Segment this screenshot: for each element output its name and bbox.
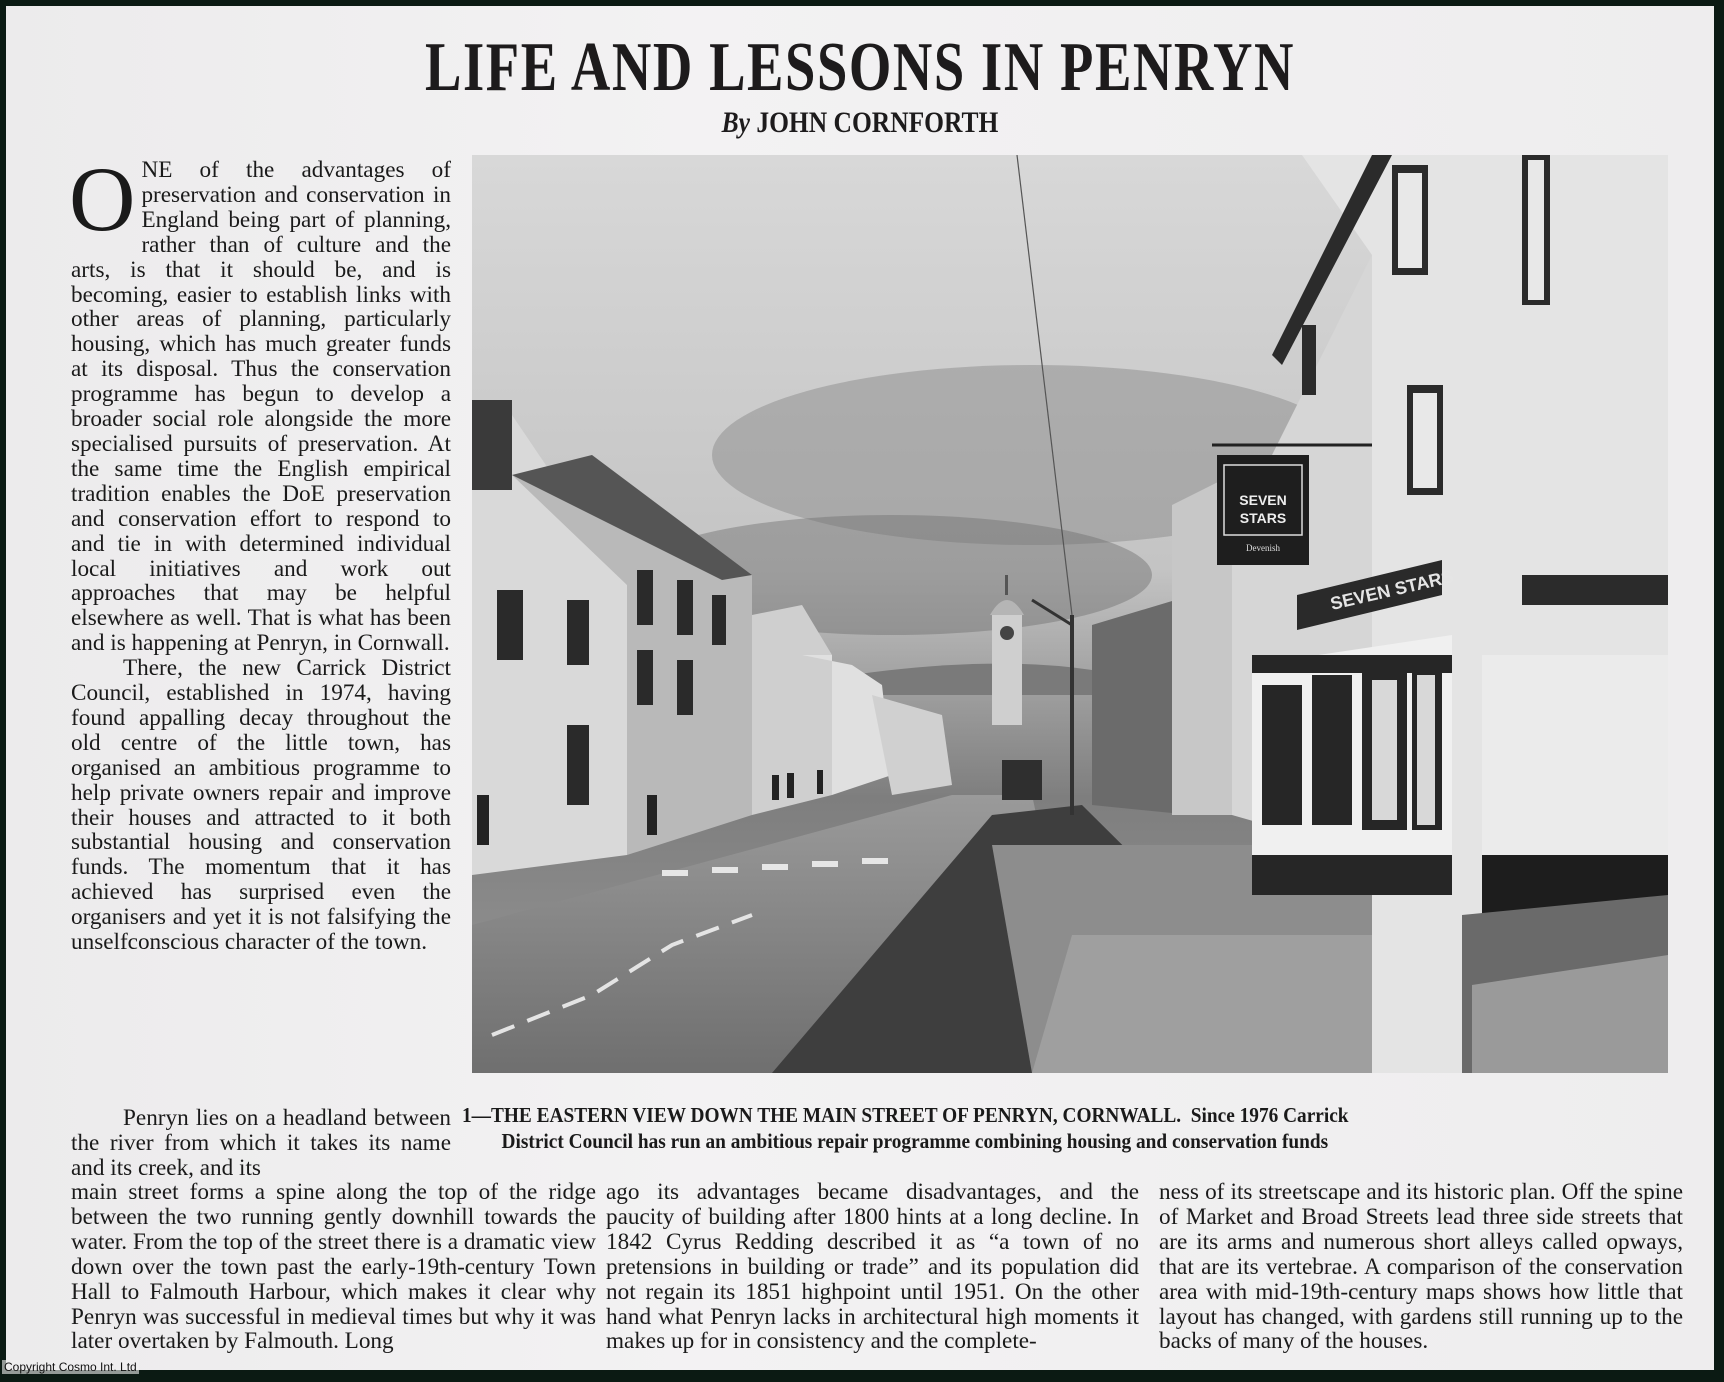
byline — [134, 106, 1586, 140]
paragraph-3-start: Penryn lies on a headland between the river from which it takes its name and its creek, and its — [71, 1105, 451, 1181]
bottom-column-1: main street forms a spine along the top of the ridge between the two running gently downhill towards the water. From the top of the street there is a dramatic view down over the town past the early-19th-century Town Hall to Falmouth Harbour, which makes it clear why Penryn was successful in medieval times but why it was later overtaken by Falmouth. Long — [71, 1179, 596, 1355]
magazine-page — [6, 6, 1714, 1370]
bottom-column-3: ness of its streetscape and its historic plan. Off the spine of Market and Broad Streets lead three side streets that are its arms and numerous short alleys called opways, that are its vertebrae. A comparison of the conservation area with mid-19th-century maps shows how little that layout has changed, with gardens still running up to the backs of many of the houses. — [1159, 1179, 1683, 1355]
svg-text:SEVEN STARS: SEVEN STARS — [1328, 566, 1456, 614]
svg-text:SEVEN: SEVEN — [1239, 492, 1287, 508]
paragraph-2: There, the new Carrick District Council, established in 1974, having found appalling decay throughout the old centre of the little town, has organised an ambitious programme to help private owners repair and improve their houses and attracted to it both substantial housing and conservation funds. The momentum that it has achieved has surprised even the organisers and yet it is not falsifying the unselfconscious character of the town. — [71, 655, 451, 956]
drop-cap: O — [69, 148, 136, 250]
street-photograph — [472, 155, 1668, 1073]
caption-line-1: 1—THE EASTERN VIEW DOWN THE MAIN STREET OF PENRYN, CORNWALL. Since 1976 Carrick — [462, 1103, 1349, 1127]
byline-prefix: By — [721, 106, 750, 139]
photo-caption — [462, 1102, 1682, 1154]
copyright-watermark: Copyright Cosmo Int. Ltd — [4, 1360, 137, 1374]
article-title: LIFE AND LESSONS IN PENRYN — [425, 29, 1295, 106]
svg-text:STARS: STARS — [1239, 510, 1287, 526]
byline-author: JOHN CORNFORTH — [756, 106, 999, 139]
paragraph-1: ONE of the advantages of preservation and conservation in England being part of planning, rather than of culture and the arts, is that it should be, and is becoming, easier to establish links with other areas of planning, particularly housing, which has much greater funds at its disposal. Thus the conservation programme has begun to develop a broader social role alongside the more specialised pursuits of preservation. At the same time the English empirical tradition enables the DoE preservation and conservation effort to respond to and tie in with determined individual local initiatives and work out approaches that may be helpful elsewhere as well. That is what has been and is happening at Penryn, in Cornwall. — [69, 148, 451, 657]
svg-text:Devenish: Devenish — [1246, 543, 1280, 553]
left-column — [69, 148, 451, 956]
bottom-column-2: ago its advantages became disadvantages, and the paucity of building after 1800 hints at a long decline. In 1842 Cyrus Redding described it as “a town of no pretensions in building or trade” and its population did not regain its 1851 highpoint until 1951. On the other hand what Penryn lacks in architectural high moments it makes up for in consistency and the complete- — [606, 1179, 1139, 1355]
caption-line-2: District Council has run an ambitious repair programme combining housing and conservation funds — [501, 1129, 1329, 1153]
penryn-street-photo-icon — [472, 155, 1668, 1073]
